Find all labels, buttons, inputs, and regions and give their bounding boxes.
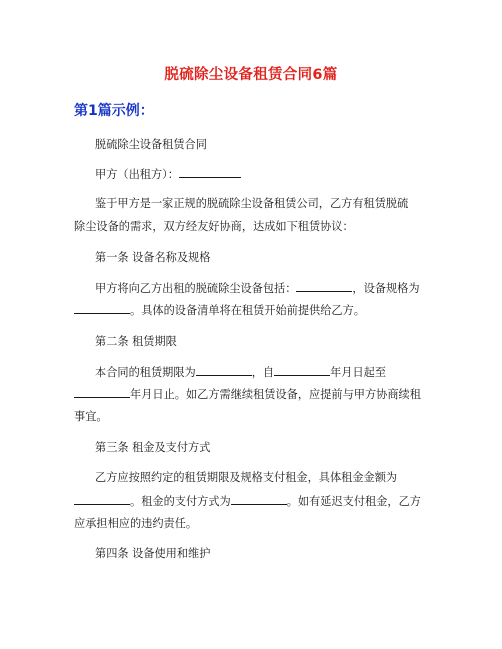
article-2-line-3: 事宜。	[74, 410, 108, 423]
article-2-title: 第二条 租赁期限	[95, 335, 177, 348]
payment-method-blank	[231, 493, 287, 505]
party-a-line	[95, 166, 241, 182]
article-2-text-a: 本合同的租赁期限为	[95, 366, 196, 379]
article-4-title: 第四条 设备使用和维护	[95, 547, 211, 560]
spec-blank	[74, 302, 130, 314]
article-3-text-b: 。如有延迟支付租金，乙方	[286, 495, 421, 508]
article-2-line-1	[95, 364, 386, 380]
section-heading: 第1篇示例：	[74, 103, 154, 119]
intro-line-1: 鉴于甲方是一家正规的脱硫除尘设备租赁公司，乙方有租赁脱硫	[95, 197, 409, 210]
article-3-line-3: 应承担相应的违约责任。	[74, 517, 198, 530]
article-1-line-1	[95, 280, 420, 296]
article-3-line-2	[74, 493, 421, 509]
party-a-blank	[179, 166, 241, 178]
article-2-text-c: 年月日起至	[330, 366, 387, 379]
rent-amount-blank	[74, 493, 130, 505]
contract-name-line: 脱硫除尘设备租赁合同	[95, 138, 207, 151]
intro-line-2: 除尘设备的需求，双方经友好协商，达成如下租赁协议：	[74, 220, 354, 233]
article-1-line-2	[74, 302, 365, 318]
article-1-text-c: 。具体的设备清单将在租赁开始前提供给乙方。	[130, 304, 365, 317]
start-blank	[274, 364, 330, 376]
equipment-blank	[296, 280, 352, 292]
term-blank	[196, 364, 252, 376]
article-2-text-b: ，自	[251, 366, 275, 379]
article-3-line-1: 乙方应按照约定的租赁期限及规格支付租金，具体租金金额为	[95, 471, 398, 484]
article-2-line-2	[74, 386, 421, 402]
article-1-text-b: ，设备规格为	[352, 282, 420, 295]
article-1-text-a: 甲方将向乙方出租的脱硫除尘设备包括：	[95, 282, 297, 295]
document-title: 脱硫除尘设备租赁合同6篇	[164, 67, 338, 83]
article-2-text-d: 年月日止。如乙方需继续租赁设备，应提前与甲方协商续租	[130, 388, 421, 401]
party-a-label: 甲方（出租方）：	[95, 168, 179, 181]
article-3-text-a: 。租金的支付方式为	[130, 495, 231, 508]
article-3-title: 第三条 租金及支付方式	[95, 441, 211, 454]
end-blank	[74, 386, 130, 398]
article-1-title: 第一条 设备名称及规格	[95, 251, 211, 264]
